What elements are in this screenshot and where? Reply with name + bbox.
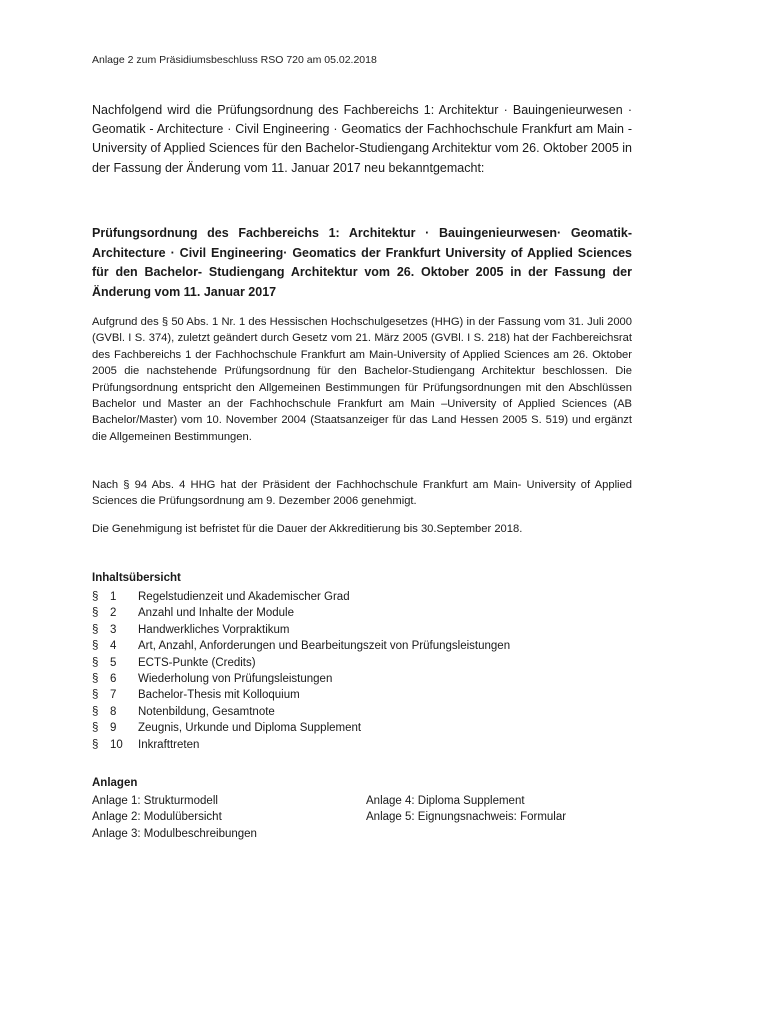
section-symbol: § <box>92 722 99 735</box>
toc-item <box>92 737 510 753</box>
approval-paragraph: Nach § 94 Abs. 4 HHG hat der Präsident der Fachhochschule Frankfurt am Main- University of Applied Sciences die Prüfungsordnung am 9. Dezember 2006 genehmigt. <box>92 479 632 508</box>
section-number: 9 <box>110 722 117 735</box>
section-title: Regelstudienzeit und Akademischer Grad <box>138 591 350 603</box>
anlage-item: Anlage 5: Eignungsnachweis: Formular <box>366 811 567 824</box>
section-number: 4 <box>110 640 117 653</box>
section-title: Notenbildung, Gesamtnote <box>138 705 275 718</box>
section-number: 6 <box>110 672 117 685</box>
toc-item <box>92 589 510 605</box>
anlagen-list-left <box>92 793 257 842</box>
section-number: 2 <box>110 607 117 620</box>
section-symbol: § <box>92 607 99 620</box>
section-title: Anzahl und Inhalte der Module <box>138 607 294 620</box>
section-symbol: § <box>92 705 99 718</box>
header-note: Anlage 2 zum Präsidiumsbeschluss RSO 720 am 05.02.2018 <box>92 54 377 66</box>
toc-item <box>92 622 510 638</box>
section-symbol: § <box>92 591 99 603</box>
section-number: 10 <box>110 738 123 751</box>
section-symbol: § <box>92 738 99 751</box>
anlagen-list-right <box>366 793 566 826</box>
section-symbol: § <box>92 623 99 636</box>
section-title: Bachelor-Thesis mit Kolloquium <box>138 689 300 702</box>
section-symbol: § <box>92 640 99 653</box>
section-number: 8 <box>110 705 117 718</box>
anlage-item: Anlage 1: Strukturmodell <box>92 795 218 807</box>
legal-basis-paragraph: Aufgrund des § 50 Abs. 1 Nr. 1 des Hessischen Hochschulgesetzes (HHG) in der Fassung vom 31. Juli 2000 (GVBl. I S. 374), zuletzt geändert durch Gesetz vom 21. März 2005 (GVBl. I S. 218) hat der Fachbereichsrat des Fachbereichs 1 der Fachhochschule Frankfurt am Main-University of Applied Sciences am 26. Oktober 2005 die nachstehende Prüfungsordnung für den Bachelor-Studiengang Architektur beschlossen. Die Prüfungsordnung entspricht den Allgemeinen Bestimmungen für Prüfungsordnungen mit den Abschlüssen Bachelor und Master an der Fachhochschule Frankfurt am Main –University of Applied Sciences (AB Bachelor/Master) vom 10. November 2004 (Staatsanzeiger für das Land Hessen 2005 S. 519) und ergänzt die Allgemeinen Bestimmungen. <box>92 316 632 443</box>
section-title: Wiederholung von Prüfungsleistungen <box>138 672 333 685</box>
toc-heading: Inhaltsübersicht <box>92 572 181 584</box>
anlage-item: Anlage 4: Diploma Supplement <box>366 795 525 807</box>
section-title: Inkrafttreten <box>138 738 200 751</box>
limitation-paragraph: Die Genehmigung ist befristet für die Dauer der Akkreditierung bis 30.September 2018. <box>92 523 523 535</box>
toc-item <box>92 671 510 687</box>
toc-item <box>92 687 510 703</box>
anlage-item: Anlage 2: Modulübersicht <box>92 811 222 824</box>
section-number: 5 <box>110 656 117 669</box>
section-number: 1 <box>110 591 117 603</box>
section-symbol: § <box>92 656 99 669</box>
anlage-item: Anlage 3: Modulbeschreibungen <box>92 827 257 840</box>
document-title: Prüfungsordnung des Fachbereichs 1: Architektur · Bauingenieurwesen· Geomatik-Architecture · Civil Engineering· Geomatics der Frankfurt University of Applied Sciences für den Bachelor- Studiengang Architektur vom 26. Oktober 2005 in der Fassung der Änderung vom 11. Januar 2017 <box>92 226 632 299</box>
section-number: 3 <box>110 623 117 636</box>
intro-paragraph: Nachfolgend wird die Prüfungsordnung des Fachbereichs 1: Architektur · Bauingenieurwesen · Geomatik - Architecture · Civil Engineering · Geomatics der Fachhochschule Frankfurt am Main - University of Applied Sciences für den Bachelor-Studiengang Architektur vom 26. Oktober 2005 in der Fassung der Änderung vom 11. Januar 2017 neu bekanntgemacht: <box>92 103 632 175</box>
section-symbol: § <box>92 689 99 702</box>
section-title: Art, Anzahl, Anforderungen und Bearbeitungszeit von Prüfungsleistungen <box>138 640 511 653</box>
section-title: Zeugnis, Urkunde und Diploma Supplement <box>138 722 362 735</box>
section-number: 7 <box>110 689 117 702</box>
toc-item <box>92 638 510 654</box>
toc-item <box>92 605 510 621</box>
toc-item <box>92 704 510 720</box>
anlagen-heading: Anlagen <box>92 777 138 789</box>
toc-item <box>92 655 510 671</box>
section-title: Handwerkliches Vorpraktikum <box>138 623 290 636</box>
section-title: ECTS-Punkte (Credits) <box>138 656 256 669</box>
section-symbol: § <box>92 672 99 685</box>
table-of-contents <box>92 589 510 753</box>
toc-item <box>92 720 510 736</box>
